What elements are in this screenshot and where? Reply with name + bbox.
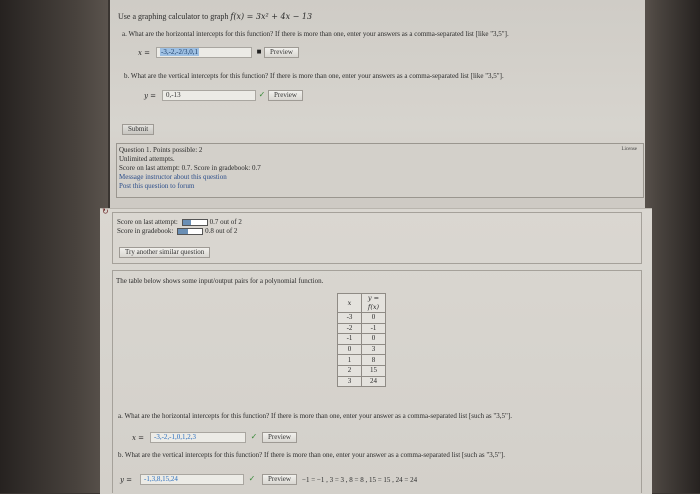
input-output-table (337, 293, 386, 387)
score-box (112, 212, 642, 264)
table-cell-x: 0 (338, 344, 362, 355)
y-intercepts-input-bottom[interactable]: -1,3,8,15,24 (140, 474, 244, 485)
incorrect-square-icon: ■ (256, 47, 262, 56)
table-header-row (338, 294, 386, 313)
last-attempt-label: Score on last attempt: (117, 218, 178, 226)
x-intercepts-value: -3,-2,-2/3,0,1 (161, 48, 198, 56)
gradebook-label: Score in gradebook: (117, 227, 174, 235)
question-prompt (118, 12, 312, 21)
part-a-question-bottom: a. What are the horizontal intercepts for this function? If there is more than one, enter your answer as a comma-separated list [such as "3,5"]. (118, 412, 512, 420)
preview-button-bottom-b[interactable]: Preview (262, 474, 297, 485)
last-attempt-value: 0.7 out of 2 (209, 218, 242, 226)
table-header-x: x (338, 294, 362, 313)
try-similar-question-button[interactable]: Try another similar question (119, 247, 210, 258)
table-cell-x: 2 (338, 365, 362, 376)
table-cell-y: 0 (362, 334, 386, 345)
correct-check-icon: ✓ (258, 90, 266, 99)
gradebook-score (117, 227, 237, 235)
y-label-bottom: y = (120, 476, 133, 484)
x-intercepts-input-bottom[interactable]: -3,-2,-1,0,1,2,3 (150, 432, 246, 443)
attempts-info: Unlimited attempts. (119, 155, 175, 163)
table-cell-y: -1 (362, 323, 386, 334)
table-row (338, 313, 386, 324)
table-cell-y: 24 (362, 376, 386, 387)
part-b-question: b. What are the vertical intercepts for this function? If there is more than one, enter your answers as a comma-separated list [like "3,5"]. (124, 72, 504, 80)
reload-icon[interactable]: ↻ (102, 207, 109, 216)
submit-button[interactable]: Submit (122, 124, 154, 135)
correct-check-icon-a: ✓ (250, 432, 258, 441)
points-possible: Question 1. Points possible: 2 (119, 146, 203, 154)
y-intercepts-input[interactable]: 0,-13 (162, 90, 256, 101)
x-intercepts-input[interactable] (156, 47, 252, 58)
table-row (338, 355, 386, 366)
table-cell-y: 15 (362, 365, 386, 376)
table-row (338, 334, 386, 345)
preview-button-a[interactable]: Preview (264, 47, 299, 58)
table-cell-x: 1 (338, 355, 362, 366)
part-b-question-bottom: b. What are the vertical intercepts for this function? If there is more than one, enter your answer as a comma-separated list [such as "3,5"]. (118, 451, 505, 459)
table-row (338, 376, 386, 387)
table-cell-x: -3 (338, 313, 362, 324)
table-row (338, 323, 386, 334)
x-label: x = (138, 49, 151, 57)
preview-button-b[interactable]: Preview (268, 90, 303, 101)
part-a-question: a. What are the horizontal intercepts for this function? If there is more than one, enter your answers as a comma-separated list [like "3,5"]. (122, 30, 509, 38)
table-header-y: y = f(x) (362, 294, 386, 313)
table-intro: The table below shows some input/output pairs for a polynomial function. (116, 277, 324, 285)
table-cell-x: -1 (338, 334, 362, 345)
score-summary: Score on last attempt: 0.7. Score in gradebook: 0.7 (119, 164, 261, 172)
message-instructor-link[interactable]: Message instructor about this question (119, 173, 227, 181)
post-to-forum-link[interactable]: Post this question to forum (119, 182, 195, 190)
table-cell-y: 8 (362, 355, 386, 366)
table-row (338, 344, 386, 355)
license-link[interactable]: License (621, 147, 637, 152)
last-attempt-progress-bar (182, 219, 208, 226)
last-attempt-score (117, 218, 242, 226)
gradebook-progress-bar (177, 228, 203, 235)
y-label: y = (144, 92, 157, 100)
table-cell-y: 3 (362, 344, 386, 355)
correct-check-icon-b: ✓ (248, 474, 256, 483)
preview-result: −1 = −1 , 3 = 3 , 8 = 8 , 15 = 15 , 24 = 24 (302, 476, 418, 484)
question-info-box (116, 143, 644, 198)
function-expression: f(x) = 3x² + 4x − 13 (230, 12, 313, 21)
table-cell-y: 0 (362, 313, 386, 324)
photo-edge-left (0, 0, 108, 493)
table-cell-x: 3 (338, 376, 362, 387)
gradebook-value: 0.8 out of 2 (205, 227, 238, 235)
preview-button-bottom-a[interactable]: Preview (262, 432, 297, 443)
prompt-text: Use a graphing calculator to graph (118, 12, 229, 21)
table-row (338, 365, 386, 376)
x-label-bottom: x = (132, 434, 145, 442)
table-cell-x: -2 (338, 323, 362, 334)
